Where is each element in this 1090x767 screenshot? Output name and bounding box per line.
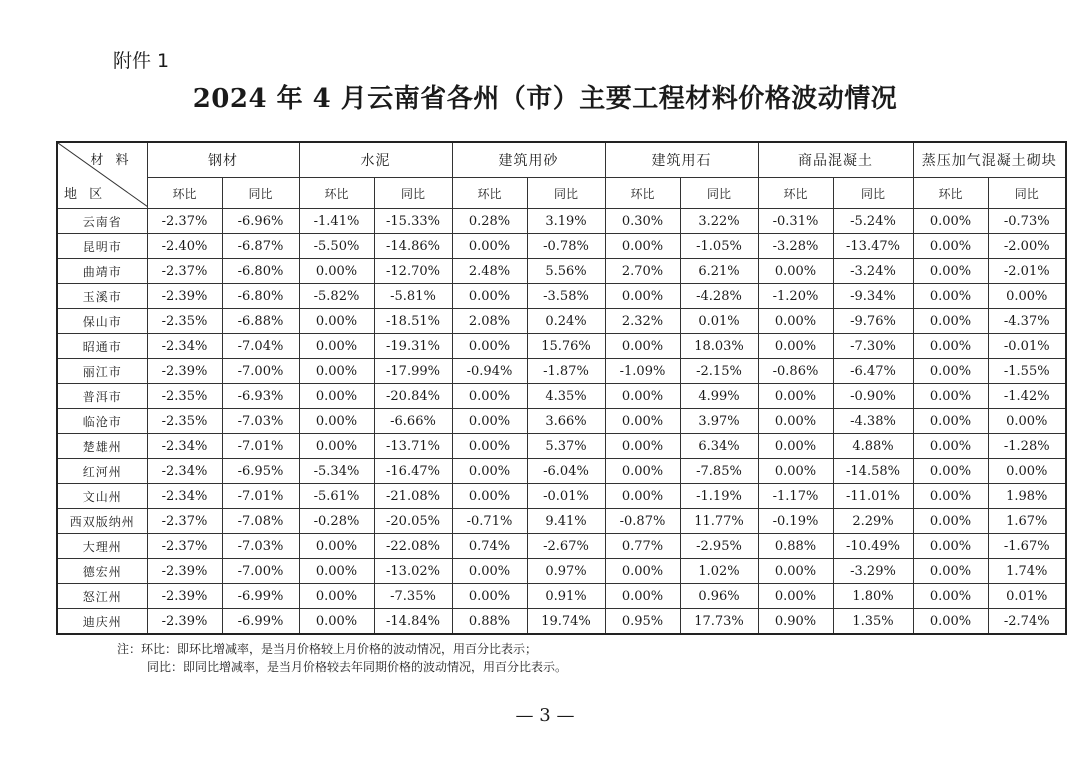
- sub-header-yoy: 同比: [374, 178, 452, 209]
- mom-value-cell: 0.00%: [605, 284, 680, 309]
- mom-value-cell: 0.00%: [299, 409, 374, 434]
- mom-value-cell: 0.00%: [299, 559, 374, 584]
- yoy-value-cell: 0.96%: [680, 584, 758, 609]
- yoy-value-cell: -6.99%: [222, 584, 299, 609]
- yoy-value-cell: -0.01%: [988, 334, 1066, 359]
- mom-value-cell: 0.00%: [605, 559, 680, 584]
- mom-value-cell: 0.00%: [913, 359, 988, 384]
- mom-value-cell: 0.00%: [913, 584, 988, 609]
- mom-value-cell: 0.90%: [758, 609, 833, 635]
- mom-value-cell: 0.00%: [299, 309, 374, 334]
- table-row: [57, 309, 1066, 334]
- yoy-value-cell: 1.80%: [833, 584, 913, 609]
- yoy-value-cell: -1.87%: [527, 359, 605, 384]
- yoy-value-cell: 0.00%: [988, 284, 1066, 309]
- material-header: 建筑用石: [605, 142, 758, 178]
- yoy-value-cell: -7.85%: [680, 459, 758, 484]
- mom-value-cell: -0.87%: [605, 509, 680, 534]
- table-row: [57, 409, 1066, 434]
- yoy-value-cell: -2.15%: [680, 359, 758, 384]
- yoy-value-cell: 5.37%: [527, 434, 605, 459]
- yoy-value-cell: 18.03%: [680, 334, 758, 359]
- mom-value-cell: 0.74%: [452, 534, 527, 559]
- sub-header-mom: 环比: [605, 178, 680, 209]
- mom-value-cell: -0.28%: [299, 509, 374, 534]
- yoy-value-cell: -10.49%: [833, 534, 913, 559]
- yoy-value-cell: -4.37%: [988, 309, 1066, 334]
- yoy-value-cell: 3.97%: [680, 409, 758, 434]
- price-table: [56, 141, 1067, 635]
- yoy-value-cell: 3.66%: [527, 409, 605, 434]
- table-row: [57, 234, 1066, 259]
- table-row: [57, 609, 1066, 635]
- mom-value-cell: -2.37%: [147, 209, 222, 234]
- corner-material-label: 材 料: [90, 153, 133, 168]
- mom-value-cell: -1.17%: [758, 484, 833, 509]
- yoy-value-cell: -6.80%: [222, 284, 299, 309]
- mom-value-cell: -5.61%: [299, 484, 374, 509]
- yoy-value-cell: 6.34%: [680, 434, 758, 459]
- yoy-value-cell: 4.88%: [833, 434, 913, 459]
- material-header: 商品混凝土: [758, 142, 913, 178]
- mom-value-cell: -0.31%: [758, 209, 833, 234]
- yoy-value-cell: -9.76%: [833, 309, 913, 334]
- mom-value-cell: -2.39%: [147, 359, 222, 384]
- yoy-value-cell: -2.74%: [988, 609, 1066, 635]
- yoy-value-cell: -5.81%: [374, 284, 452, 309]
- mom-value-cell: 0.00%: [299, 334, 374, 359]
- table-row: [57, 559, 1066, 584]
- yoy-value-cell: -1.67%: [988, 534, 1066, 559]
- mom-value-cell: -0.19%: [758, 509, 833, 534]
- mom-value-cell: -1.09%: [605, 359, 680, 384]
- yoy-value-cell: 2.29%: [833, 509, 913, 534]
- mom-value-cell: 0.00%: [299, 259, 374, 284]
- yoy-value-cell: 0.01%: [680, 309, 758, 334]
- corner-header: [57, 142, 147, 209]
- yoy-value-cell: -2.67%: [527, 534, 605, 559]
- region-cell: 保山市: [57, 309, 147, 334]
- region-cell: 丽江市: [57, 359, 147, 384]
- yoy-value-cell: -7.01%: [222, 434, 299, 459]
- yoy-value-cell: 0.01%: [988, 584, 1066, 609]
- sub-header-mom: 环比: [147, 178, 222, 209]
- mom-value-cell: -2.34%: [147, 334, 222, 359]
- region-cell: 普洱市: [57, 384, 147, 409]
- mom-value-cell: 2.32%: [605, 309, 680, 334]
- yoy-value-cell: 5.56%: [527, 259, 605, 284]
- mom-value-cell: 0.00%: [452, 234, 527, 259]
- sub-header-yoy: 同比: [833, 178, 913, 209]
- mom-value-cell: -2.34%: [147, 434, 222, 459]
- yoy-value-cell: -9.34%: [833, 284, 913, 309]
- mom-value-cell: 0.00%: [452, 409, 527, 434]
- mom-value-cell: 2.48%: [452, 259, 527, 284]
- yoy-value-cell: -6.96%: [222, 209, 299, 234]
- sub-header-mom: 环比: [758, 178, 833, 209]
- mom-value-cell: 0.00%: [452, 484, 527, 509]
- page-number: — 3 —: [515, 705, 575, 726]
- mom-value-cell: -1.41%: [299, 209, 374, 234]
- mom-value-cell: 0.00%: [452, 334, 527, 359]
- mom-value-cell: -5.34%: [299, 459, 374, 484]
- region-cell: 曲靖市: [57, 259, 147, 284]
- mom-value-cell: -2.37%: [147, 259, 222, 284]
- yoy-value-cell: 9.41%: [527, 509, 605, 534]
- yoy-value-cell: -3.58%: [527, 284, 605, 309]
- material-header: 钢材: [147, 142, 299, 178]
- sub-header-yoy: 同比: [527, 178, 605, 209]
- mom-value-cell: 0.00%: [913, 434, 988, 459]
- yoy-value-cell: -0.78%: [527, 234, 605, 259]
- mom-value-cell: 0.00%: [299, 434, 374, 459]
- yoy-value-cell: -2.95%: [680, 534, 758, 559]
- yoy-value-cell: -1.19%: [680, 484, 758, 509]
- table-row: [57, 384, 1066, 409]
- yoy-value-cell: -12.70%: [374, 259, 452, 284]
- mom-value-cell: 0.00%: [452, 434, 527, 459]
- mom-value-cell: 0.00%: [452, 459, 527, 484]
- yoy-value-cell: 4.35%: [527, 384, 605, 409]
- yoy-value-cell: -16.47%: [374, 459, 452, 484]
- yoy-value-cell: 3.22%: [680, 209, 758, 234]
- page-title: 2024 年 4 月云南省各州（市）主要工程材料价格波动情况: [192, 84, 898, 114]
- mom-value-cell: 0.00%: [452, 384, 527, 409]
- yoy-value-cell: -7.35%: [374, 584, 452, 609]
- yoy-value-cell: -13.02%: [374, 559, 452, 584]
- table-row: [57, 484, 1066, 509]
- mom-value-cell: 0.00%: [913, 259, 988, 284]
- yoy-value-cell: -6.47%: [833, 359, 913, 384]
- mom-value-cell: -2.39%: [147, 584, 222, 609]
- material-header: 建筑用砂: [452, 142, 605, 178]
- mom-value-cell: 0.00%: [605, 409, 680, 434]
- region-cell: 怒江州: [57, 584, 147, 609]
- yoy-value-cell: -13.47%: [833, 234, 913, 259]
- yoy-value-cell: -18.51%: [374, 309, 452, 334]
- yoy-value-cell: -4.38%: [833, 409, 913, 434]
- yoy-value-cell: -2.01%: [988, 259, 1066, 284]
- yoy-value-cell: -11.01%: [833, 484, 913, 509]
- yoy-value-cell: -14.84%: [374, 609, 452, 635]
- mom-value-cell: 0.00%: [913, 309, 988, 334]
- yoy-value-cell: 6.21%: [680, 259, 758, 284]
- yoy-value-cell: 0.97%: [527, 559, 605, 584]
- region-cell: 迪庆州: [57, 609, 147, 635]
- mom-value-cell: 0.00%: [913, 384, 988, 409]
- yoy-value-cell: -3.24%: [833, 259, 913, 284]
- yoy-value-cell: -1.05%: [680, 234, 758, 259]
- mom-value-cell: 0.00%: [605, 584, 680, 609]
- yoy-value-cell: -7.08%: [222, 509, 299, 534]
- yoy-value-cell: 0.91%: [527, 584, 605, 609]
- mom-value-cell: 0.00%: [758, 434, 833, 459]
- region-cell: 文山州: [57, 484, 147, 509]
- table-row: [57, 459, 1066, 484]
- table-row: [57, 584, 1066, 609]
- mom-value-cell: 0.00%: [758, 259, 833, 284]
- mom-value-cell: 0.28%: [452, 209, 527, 234]
- yoy-value-cell: -2.00%: [988, 234, 1066, 259]
- mom-value-cell: -2.39%: [147, 559, 222, 584]
- mom-value-cell: 0.00%: [758, 334, 833, 359]
- table-row: [57, 534, 1066, 559]
- table-body: [57, 209, 1066, 635]
- note-line-1: 注：环比：即环比增减率，是当月价格较上月价格的波动情况，用百分比表示；: [117, 642, 538, 656]
- yoy-value-cell: 3.19%: [527, 209, 605, 234]
- table-row: [57, 284, 1066, 309]
- region-cell: 红河州: [57, 459, 147, 484]
- mom-value-cell: 0.00%: [913, 509, 988, 534]
- mom-value-cell: 0.00%: [299, 609, 374, 635]
- corner-region-label: 地 区: [64, 187, 107, 202]
- yoy-value-cell: -7.00%: [222, 559, 299, 584]
- mom-value-cell: 0.00%: [452, 584, 527, 609]
- yoy-value-cell: -6.87%: [222, 234, 299, 259]
- mom-value-cell: 0.30%: [605, 209, 680, 234]
- yoy-value-cell: -21.08%: [374, 484, 452, 509]
- mom-value-cell: 0.00%: [758, 459, 833, 484]
- material-header: 蒸压加气混凝土砌块: [913, 142, 1066, 178]
- mom-value-cell: 0.00%: [913, 284, 988, 309]
- mom-value-cell: 0.00%: [452, 284, 527, 309]
- mom-value-cell: 0.00%: [299, 584, 374, 609]
- mom-value-cell: -2.34%: [147, 459, 222, 484]
- mom-value-cell: -2.35%: [147, 309, 222, 334]
- mom-value-cell: -3.28%: [758, 234, 833, 259]
- yoy-value-cell: -14.86%: [374, 234, 452, 259]
- yoy-value-cell: -15.33%: [374, 209, 452, 234]
- yoy-value-cell: -6.99%: [222, 609, 299, 635]
- mom-value-cell: 0.00%: [605, 384, 680, 409]
- yoy-value-cell: -6.80%: [222, 259, 299, 284]
- note-line-2: 同比：即同比增减率，是当月价格较去年同期价格的波动情况，用百分比表示。: [147, 660, 568, 674]
- yoy-value-cell: -20.05%: [374, 509, 452, 534]
- mom-value-cell: 0.00%: [913, 234, 988, 259]
- mom-value-cell: -2.39%: [147, 609, 222, 635]
- table-row: [57, 434, 1066, 459]
- region-cell: 云南省: [57, 209, 147, 234]
- yoy-value-cell: -22.08%: [374, 534, 452, 559]
- region-cell: 昭通市: [57, 334, 147, 359]
- yoy-value-cell: -20.84%: [374, 384, 452, 409]
- yoy-value-cell: -6.95%: [222, 459, 299, 484]
- yoy-value-cell: -5.24%: [833, 209, 913, 234]
- region-cell: 临沧市: [57, 409, 147, 434]
- mom-value-cell: 0.88%: [758, 534, 833, 559]
- mom-value-cell: -2.39%: [147, 284, 222, 309]
- table-row: [57, 334, 1066, 359]
- mom-value-cell: 0.00%: [605, 434, 680, 459]
- mom-value-cell: 0.00%: [913, 209, 988, 234]
- yoy-value-cell: 11.77%: [680, 509, 758, 534]
- mom-value-cell: 0.00%: [605, 234, 680, 259]
- yoy-value-cell: -1.42%: [988, 384, 1066, 409]
- region-cell: 玉溪市: [57, 284, 147, 309]
- yoy-value-cell: -1.55%: [988, 359, 1066, 384]
- region-cell: 楚雄州: [57, 434, 147, 459]
- table-row: [57, 359, 1066, 384]
- mom-value-cell: 0.95%: [605, 609, 680, 635]
- yoy-value-cell: -6.93%: [222, 384, 299, 409]
- mom-value-cell: -5.82%: [299, 284, 374, 309]
- yoy-value-cell: -7.03%: [222, 534, 299, 559]
- mom-value-cell: 0.00%: [913, 334, 988, 359]
- yoy-value-cell: -7.01%: [222, 484, 299, 509]
- yoy-value-cell: -14.58%: [833, 459, 913, 484]
- yoy-value-cell: 0.24%: [527, 309, 605, 334]
- yoy-value-cell: -7.04%: [222, 334, 299, 359]
- mom-value-cell: -0.94%: [452, 359, 527, 384]
- mom-value-cell: -2.37%: [147, 509, 222, 534]
- yoy-value-cell: 1.02%: [680, 559, 758, 584]
- material-header: 水泥: [299, 142, 452, 178]
- sub-header-mom: 环比: [299, 178, 374, 209]
- yoy-value-cell: 0.00%: [988, 409, 1066, 434]
- mom-value-cell: -1.20%: [758, 284, 833, 309]
- yoy-value-cell: 15.76%: [527, 334, 605, 359]
- yoy-value-cell: -3.29%: [833, 559, 913, 584]
- mom-value-cell: 0.00%: [913, 484, 988, 509]
- yoy-value-cell: 1.98%: [988, 484, 1066, 509]
- mom-value-cell: 0.00%: [913, 609, 988, 635]
- sub-header-row: [57, 178, 1066, 209]
- sub-header-mom: 环比: [452, 178, 527, 209]
- mom-value-cell: -5.50%: [299, 234, 374, 259]
- attachment-label: 附件 1: [113, 50, 170, 72]
- mom-value-cell: -2.35%: [147, 409, 222, 434]
- table-row: [57, 209, 1066, 234]
- yoy-value-cell: -6.66%: [374, 409, 452, 434]
- mom-value-cell: 0.00%: [605, 334, 680, 359]
- mom-value-cell: 0.00%: [758, 409, 833, 434]
- sub-header-yoy: 同比: [222, 178, 299, 209]
- mom-value-cell: 0.00%: [913, 559, 988, 584]
- yoy-value-cell: -0.01%: [527, 484, 605, 509]
- mom-value-cell: -2.35%: [147, 384, 222, 409]
- mom-value-cell: -2.37%: [147, 534, 222, 559]
- mom-value-cell: 2.08%: [452, 309, 527, 334]
- yoy-value-cell: -6.88%: [222, 309, 299, 334]
- table-row: [57, 509, 1066, 534]
- mom-value-cell: -2.40%: [147, 234, 222, 259]
- mom-value-cell: 0.00%: [299, 384, 374, 409]
- region-cell: 西双版纳州: [57, 509, 147, 534]
- mom-value-cell: 0.00%: [605, 459, 680, 484]
- mom-value-cell: 0.00%: [758, 584, 833, 609]
- table-row: [57, 259, 1066, 284]
- mom-value-cell: 0.00%: [913, 459, 988, 484]
- yoy-value-cell: -17.99%: [374, 359, 452, 384]
- mom-value-cell: 0.00%: [299, 534, 374, 559]
- mom-value-cell: 0.00%: [913, 409, 988, 434]
- mom-value-cell: -0.86%: [758, 359, 833, 384]
- sub-header-mom: 环比: [913, 178, 988, 209]
- mom-value-cell: -0.71%: [452, 509, 527, 534]
- sub-header-yoy: 同比: [988, 178, 1066, 209]
- yoy-value-cell: 1.74%: [988, 559, 1066, 584]
- sub-header-yoy: 同比: [680, 178, 758, 209]
- yoy-value-cell: -4.28%: [680, 284, 758, 309]
- yoy-value-cell: -7.30%: [833, 334, 913, 359]
- yoy-value-cell: 0.00%: [988, 459, 1066, 484]
- mom-value-cell: -2.34%: [147, 484, 222, 509]
- region-cell: 德宏州: [57, 559, 147, 584]
- material-header-row: [57, 142, 1066, 178]
- yoy-value-cell: -7.00%: [222, 359, 299, 384]
- mom-value-cell: 0.77%: [605, 534, 680, 559]
- yoy-value-cell: 4.99%: [680, 384, 758, 409]
- yoy-value-cell: -6.04%: [527, 459, 605, 484]
- mom-value-cell: 0.00%: [913, 534, 988, 559]
- yoy-value-cell: 17.73%: [680, 609, 758, 635]
- region-cell: 大理州: [57, 534, 147, 559]
- yoy-value-cell: -1.28%: [988, 434, 1066, 459]
- yoy-value-cell: 1.35%: [833, 609, 913, 635]
- mom-value-cell: 0.88%: [452, 609, 527, 635]
- yoy-value-cell: -0.73%: [988, 209, 1066, 234]
- mom-value-cell: 0.00%: [758, 309, 833, 334]
- mom-value-cell: 0.00%: [299, 359, 374, 384]
- yoy-value-cell: -7.03%: [222, 409, 299, 434]
- yoy-value-cell: -19.31%: [374, 334, 452, 359]
- region-cell: 昆明市: [57, 234, 147, 259]
- mom-value-cell: 0.00%: [605, 484, 680, 509]
- mom-value-cell: 0.00%: [758, 559, 833, 584]
- mom-value-cell: 0.00%: [452, 559, 527, 584]
- yoy-value-cell: -0.90%: [833, 384, 913, 409]
- mom-value-cell: 2.70%: [605, 259, 680, 284]
- yoy-value-cell: 19.74%: [527, 609, 605, 635]
- yoy-value-cell: -13.71%: [374, 434, 452, 459]
- mom-value-cell: 0.00%: [758, 384, 833, 409]
- yoy-value-cell: 1.67%: [988, 509, 1066, 534]
